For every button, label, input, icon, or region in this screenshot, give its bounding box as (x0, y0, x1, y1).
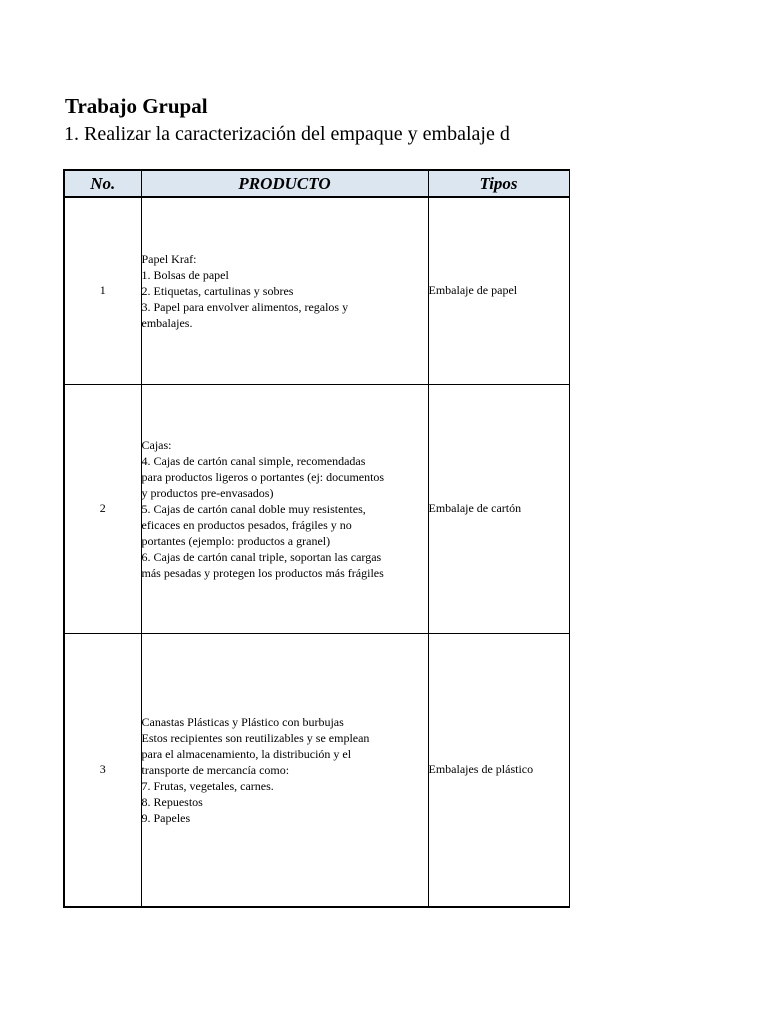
product-line: más pesadas y protegen los productos más frágiles (141, 565, 384, 580)
product-line: Estos recipientes son reutilizables y se emplean (141, 730, 370, 745)
type-cell: Embalajes de plástico (428, 633, 569, 907)
product-line: para el almacenamiento, la distribución y el (141, 746, 352, 761)
table-row (64, 384, 569, 633)
header-no: No. (64, 170, 141, 197)
table-row (64, 197, 569, 384)
product-line: Canastas Plásticas y Plástico con burbujas (141, 714, 344, 729)
page-subtitle: 1. Realizar la caracterización del empaque y embalaje d (64, 123, 510, 145)
page-title: Trabajo Grupal (65, 94, 208, 118)
product-line: 3. Papel para envolver alimentos, regalos y (141, 299, 349, 314)
product-line: eficaces en productos pesados, frágiles y no (141, 517, 352, 532)
product-cell (141, 633, 428, 907)
product-line: portantes (ejemplo: productos a granel) (141, 533, 331, 548)
characterization-table (63, 169, 570, 908)
product-line: para productos ligeros o portantes (ej: documentos (141, 469, 385, 484)
product-line: 4. Cajas de cartón canal simple, recomendadas (141, 453, 366, 468)
product-line: 5. Cajas de cartón canal doble muy resistentes, (141, 501, 366, 516)
header-producto: PRODUCTO (141, 170, 428, 197)
product-cell (141, 384, 428, 633)
table-row (64, 633, 569, 907)
product-line: 7. Frutas, vegetales, carnes. (141, 778, 274, 793)
product-line: embalajes. (141, 315, 193, 330)
product-cell (141, 197, 428, 384)
type-cell: Embalaje de cartón (428, 384, 569, 633)
row-number: 2 (64, 384, 141, 633)
product-line: transporte de mercancía como: (141, 762, 290, 777)
product-line: y productos pre-envasados) (141, 485, 274, 500)
row-number: 3 (64, 633, 141, 907)
product-line: Cajas: (141, 437, 172, 452)
row-number: 1 (64, 197, 141, 384)
product-line: 1. Bolsas de papel (141, 267, 229, 282)
product-line: 8. Repuestos (141, 794, 203, 809)
product-line: 2. Etiquetas, cartulinas y sobres (141, 283, 294, 298)
product-line: 9. Papeles (141, 810, 191, 825)
product-line: 6. Cajas de cartón canal triple, soportan las cargas (141, 549, 382, 564)
table-header-row (64, 170, 569, 197)
type-cell: Embalaje de papel (428, 197, 569, 384)
product-line: Papel Kraf: (141, 251, 197, 266)
header-tipos: Tipos (428, 170, 569, 197)
